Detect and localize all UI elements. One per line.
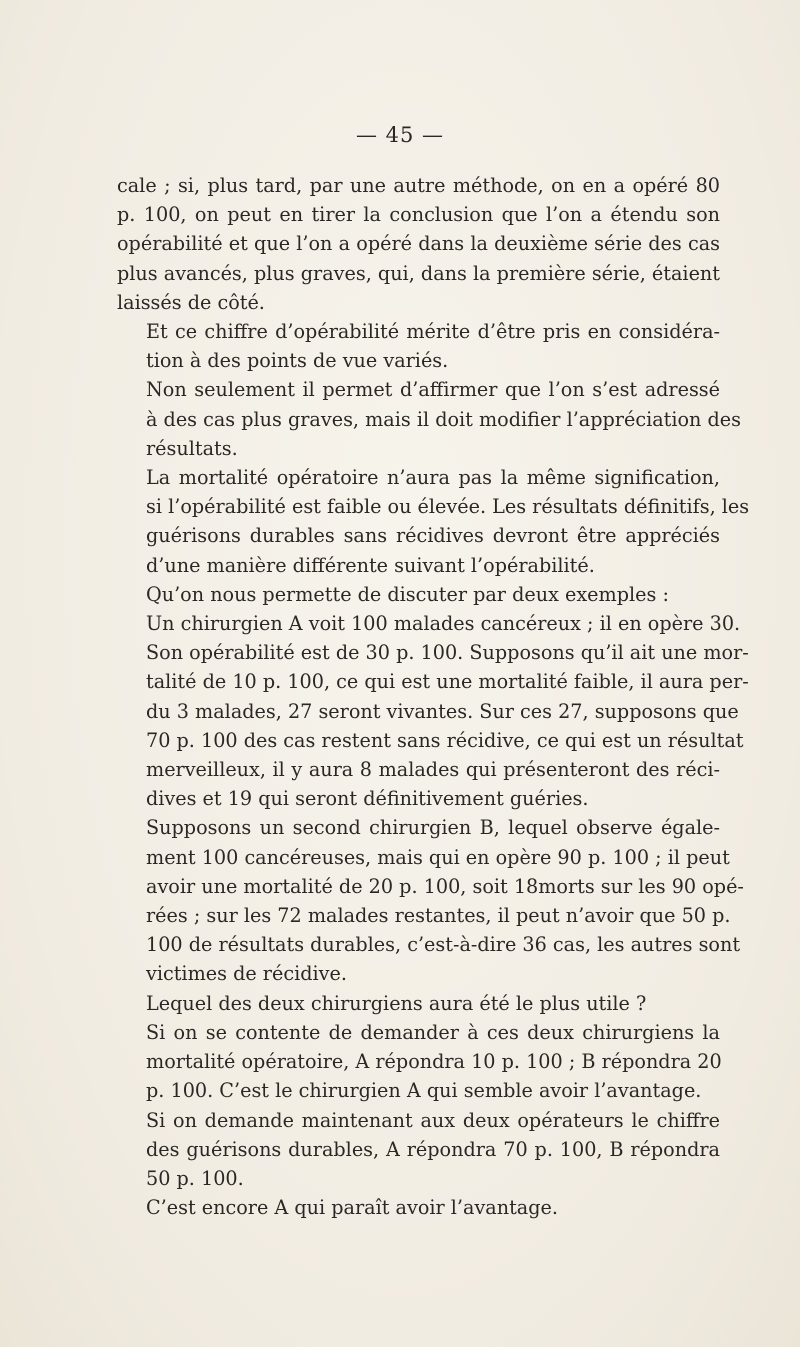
text-line: résultats.: [146, 436, 238, 460]
text-line: p. 100, on peut en tirer la conclusion que l’on a étendu son: [117, 203, 720, 227]
text-line: Son opérabilité est de 30 p. 100. Supposons qu’il ait une mor-: [146, 641, 749, 665]
text-line: tion à des points de vue variés.: [146, 349, 449, 373]
text-line: Supposons un second chirurgien B, lequel observe égale-: [146, 816, 720, 840]
text-line: Qu’on nous permette de discuter par deux exemples :: [146, 582, 669, 606]
paragraph: [117, 609, 749, 813]
text-line: opérabilité et que l’on a opéré dans la deuxième série des cas: [117, 232, 720, 256]
text-line: mortalité opératoire, A répondra 10 p. 100 ; B répondra 20: [146, 1050, 722, 1074]
text-line: si l’opérabilité est faible ou élevée. Les résultats définitifs, les: [146, 495, 750, 519]
text-line: laissés de côté.: [117, 290, 265, 314]
text-line: Si on se contente de demander à ces deux chirurgiens la: [146, 1020, 720, 1044]
text-line: talité de 10 p. 100, ce qui est une mortalité faible, il aura per-: [146, 670, 749, 694]
paragraph: [117, 1106, 720, 1194]
text-line: merveilleux, il y aura 8 malades qui présenteront des réci-: [146, 758, 720, 782]
text-line: cale ; si, plus tard, par une autre méthode, on en a opéré 80: [117, 174, 720, 197]
text-line: 100 de résultats durables, c’est-à-dire 36 cas, les autres sont: [146, 933, 741, 957]
paragraph: [117, 317, 720, 375]
paragraph: [117, 1018, 720, 1106]
text-line: ment 100 cancéreuses, mais qui en opère 90 p. 100 ; il peut: [146, 845, 730, 869]
text-line: Non seulement il permet d’affirmer que l’on s’est adressé: [146, 378, 720, 402]
paragraph: [117, 580, 720, 609]
text-line: avoir une mortalité de 20 p. 100, soit 18morts sur les 90 opé-: [146, 874, 744, 898]
text-line: 70 p. 100 des cas restent sans récidive, ce qui est un résultat: [146, 728, 744, 752]
text-line: Un chirurgien A voit 100 malades cancéreux ; il en opère 30.: [146, 612, 741, 636]
text-line: La mortalité opératoire n’aura pas la même signification,: [146, 466, 720, 490]
paragraph: [117, 1193, 720, 1222]
text-line: plus avancés, plus graves, qui, dans la première série, étaient: [117, 261, 720, 285]
page-number: — 45 —: [355, 123, 445, 147]
text-line: d’une manière différente suivant l’opérabilité.: [146, 553, 595, 577]
text-line: des guérisons durables, A répondra 70 p. 100, B répondra: [146, 1137, 720, 1161]
text-line: du 3 malades, 27 seront vivantes. Sur ces 27, supposons que: [146, 699, 739, 723]
text-line: guérisons durables sans récidives devront être appréciés: [146, 524, 720, 548]
text-line: p. 100. C’est le chirurgien A qui semble avoir l’avantage.: [146, 1079, 702, 1103]
text-line: Lequel des deux chirurgiens aura été le plus utile ?: [146, 991, 647, 1015]
text-line: à des cas plus graves, mais il doit modifier l’appréciation des: [146, 407, 741, 431]
text-line: rées ; sur les 72 malades restantes, il peut n’avoir que 50 p.: [146, 904, 731, 928]
paragraph: [117, 171, 720, 317]
text-line: C’est encore A qui paraît avoir l’avantage.: [146, 1196, 558, 1220]
paragraph: [117, 375, 741, 463]
paragraph: [117, 989, 720, 1018]
text-line: Si on demande maintenant aux deux opérateurs le chiffre: [146, 1108, 720, 1132]
text-line: dives et 19 qui seront définitivement guéries.: [146, 787, 589, 811]
paragraph: [117, 813, 744, 988]
text-line: victimes de récidive.: [146, 962, 347, 986]
paragraph: [117, 463, 750, 580]
body-text: [117, 171, 750, 1222]
text-line: Et ce chiffre d’opérabilité mérite d’être pris en considéra-: [146, 320, 720, 344]
text-line: 50 p. 100.: [146, 1166, 244, 1190]
